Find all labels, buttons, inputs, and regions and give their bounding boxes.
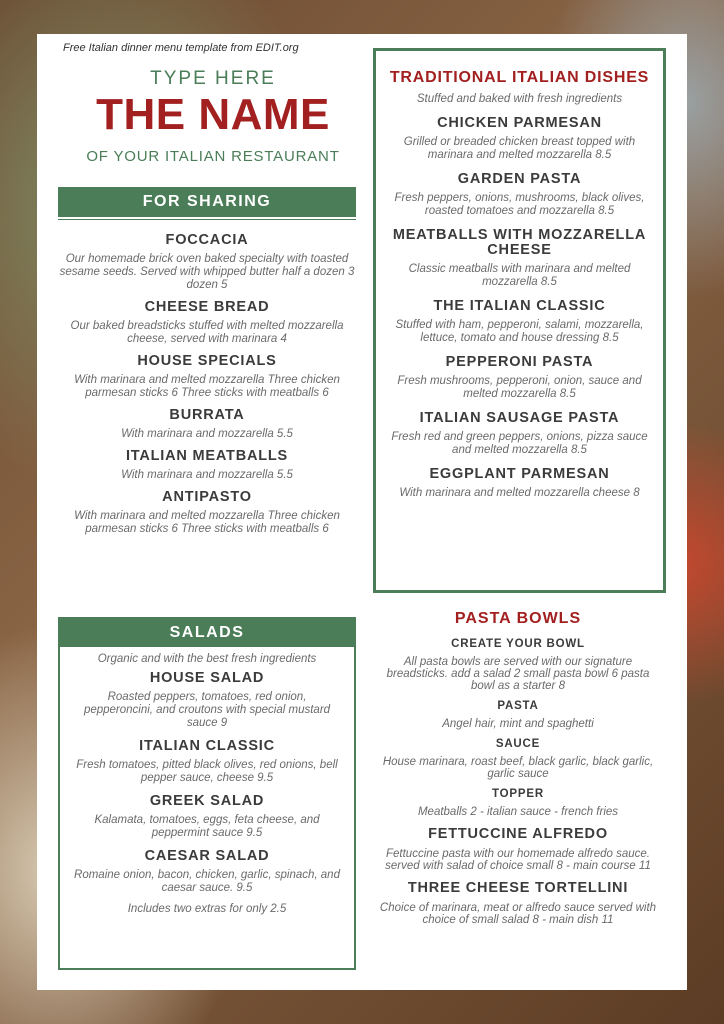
pasta-bowls-section [378, 610, 658, 934]
item-title: EGGPLANT PARMESAN [429, 466, 610, 482]
template-credit: Free Italian dinner menu template from EDIT.org [63, 42, 299, 54]
pasta-choice-block [378, 700, 658, 730]
item-description: With marinara and mozzarella 5.5 [121, 428, 293, 440]
list-item [58, 489, 356, 536]
list-item [388, 411, 651, 457]
restaurant-name: THE NAME [96, 90, 330, 139]
salads-list [60, 647, 354, 916]
item-description: Stuffed with ham, pepperoni, salami, mozzarella, lettuce, tomato and house dressing 8.5 [395, 319, 644, 344]
item-title: CHEESE BREAD [144, 299, 270, 315]
create-bowl-block [378, 638, 658, 692]
pasta-choice-desc: Angel hair, mint and spaghetti [442, 718, 594, 730]
list-item [74, 738, 340, 785]
fettuccine-title: FETTUCCINE ALFREDO [428, 826, 608, 842]
item-description: Fresh red and green peppers, onions, pizza sauce and melted mozzarella 8.5 [391, 431, 648, 456]
list-item [58, 448, 356, 482]
traditional-intro: Stuffed and baked with fresh ingredients [416, 93, 623, 105]
traditional-heading: TRADITIONAL ITALIAN DISHES [389, 69, 650, 86]
item-description: Fresh tomatoes, pitted black olives, red onions, bell pepper sauce, cheese 9.5 [76, 759, 338, 784]
item-description: Roasted peppers, tomatoes, red onion, pepperoncini, and croutons with special mustard sauce 9 [83, 691, 331, 729]
item-title: HOUSE SPECIALS [137, 353, 277, 369]
pasta-bowls-heading: PASTA BOWLS [454, 610, 582, 627]
item-title: PEPPERONI PASTA [445, 354, 594, 370]
item-description: With marinara and melted mozzarella cheese 8 [399, 487, 640, 499]
list-item [74, 793, 340, 840]
topper-block [378, 788, 658, 818]
item-title: ITALIAN CLASSIC [139, 738, 275, 754]
item-description: Grilled or breaded chicken breast topped with marinara and melted mozzarella 8.5 [403, 136, 636, 161]
list-item [388, 172, 651, 218]
list-item [74, 848, 340, 895]
list-item [388, 116, 651, 162]
section-divider [58, 219, 356, 220]
item-title: ITALIAN SAUSAGE PASTA [419, 410, 620, 426]
item-title: MEATBALLS WITH MOZZARELLA CHEESE [392, 227, 647, 258]
item-title: ITALIAN MEATBALLS [125, 448, 289, 464]
sauce-desc: House marinara, roast beef, black garlic, black garlic, garlic sauce [382, 756, 654, 780]
item-description: Fresh peppers, onions, mushrooms, black olives, roasted tomatoes and mozzarella 8.5 [394, 192, 645, 217]
item-title: GARDEN PASTA [457, 171, 582, 187]
salads-intro: Organic and with the best fresh ingredients [97, 653, 317, 665]
list-item [388, 355, 651, 401]
item-description: With marinara and melted mozzarella Three chicken parmesan sticks 6 Three sticks with meatballs 6 [74, 374, 340, 399]
item-description: With marinara and mozzarella 5.5 [121, 469, 293, 481]
item-title: HOUSE SALAD [149, 670, 265, 686]
salads-footer-note: Includes two extras for only 2.5 [127, 903, 287, 915]
list-item [388, 228, 651, 289]
item-description: Our baked breadsticks stuffed with melted mozzarella cheese, served with marinara 4 [70, 320, 344, 345]
list-item [58, 299, 356, 346]
tortellini-title: THREE CHEESE TORTELLINI [407, 880, 629, 896]
pasta-choice-title: PASTA [497, 700, 539, 712]
item-title: GREEK SALAD [149, 793, 265, 809]
item-description: With marinara and melted mozzarella Three chicken parmesan sticks 6 Three sticks with meatballs 6 [74, 510, 340, 535]
list-item [58, 232, 356, 292]
tortellini-desc: Choice of marinara, meat or alfredo sauce served with choice of small salad 8 - main dish 11 [379, 902, 657, 926]
item-title: THE ITALIAN CLASSIC [433, 298, 606, 314]
item-description: Our homemade brick oven baked specialty with toasted sesame seeds. Served with whipped butter half a dozen 3 dozen 5 [59, 253, 355, 291]
item-title: CHICKEN PARMESAN [437, 115, 602, 131]
salads-heading: SALADS [60, 619, 354, 647]
traditional-dishes-section [373, 48, 666, 593]
fettuccine-block [378, 826, 658, 872]
item-title: FOCCACIA [165, 232, 249, 248]
topper-title: TOPPER [492, 788, 544, 800]
salads-section [58, 617, 356, 970]
brand-subtitle: OF YOUR ITALIAN RESTAURANT [86, 148, 340, 165]
brand-top-line: TYPE HERE [150, 68, 276, 89]
sauce-block [378, 738, 658, 780]
create-bowl-desc: All pasta bowls are served with our signature breadsticks. add a salad 2 small pasta bowl 6 pasta bowl as a starter 8 [386, 656, 650, 692]
for-sharing-heading: FOR SHARING [58, 187, 356, 217]
list-item [388, 299, 651, 345]
item-description: Fresh mushrooms, pepperoni, onion, sauce and melted mozzarella 8.5 [397, 375, 642, 400]
item-title: CAESAR SALAD [144, 848, 270, 864]
tortellini-block [378, 880, 658, 926]
item-title: ANTIPASTO [162, 489, 252, 505]
sauce-title: SAUCE [495, 738, 541, 750]
fettuccine-desc: Fettuccine pasta with our homemade alfredo sauce. served with salad of choice small 8 - main course 11 [385, 848, 651, 872]
menu-paper [37, 34, 687, 990]
list-item [74, 670, 340, 730]
list-item [58, 407, 356, 441]
item-description: Classic meatballs with marinara and melted mozzarella 8.5 [408, 263, 631, 288]
sharing-list [58, 232, 356, 543]
item-title: BURRATA [169, 407, 245, 423]
list-item [58, 353, 356, 400]
topper-desc: Meatballs 2 - italian sauce - french fries [417, 806, 619, 818]
list-item [388, 467, 651, 500]
item-description: Romaine onion, bacon, chicken, garlic, spinach, and caesar sauce. 9.5 [74, 869, 340, 894]
item-description: Kalamata, tomatoes, eggs, feta cheese, and peppermint sauce 9.5 [94, 814, 320, 839]
create-bowl-title: CREATE YOUR BOWL [451, 638, 585, 650]
